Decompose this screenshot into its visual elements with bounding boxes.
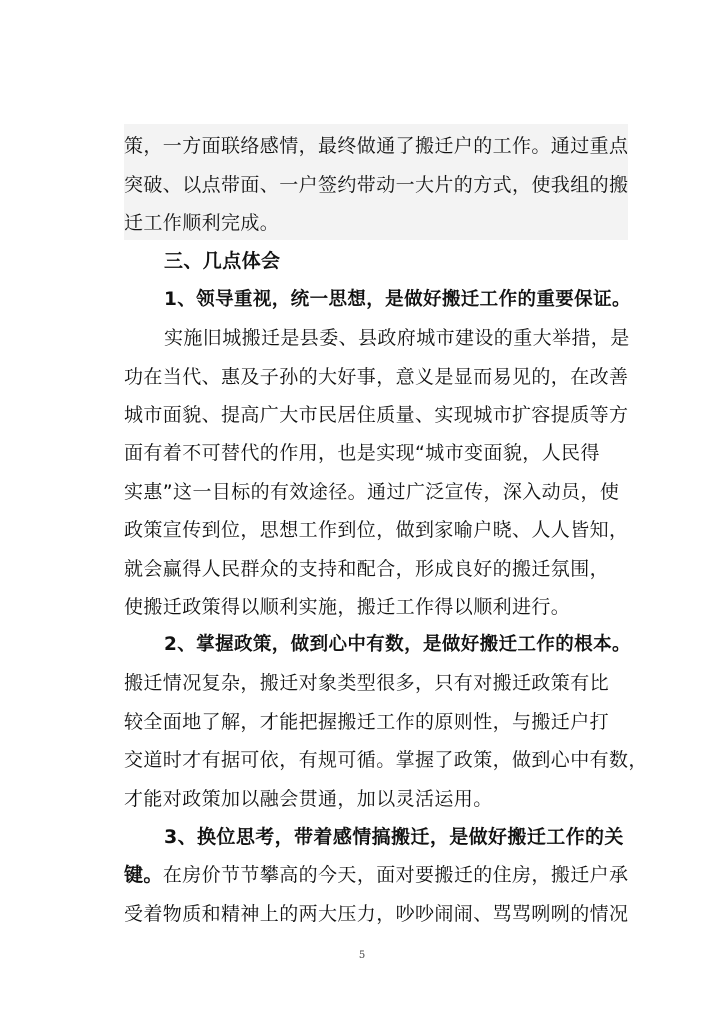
body-text-line: 实惠”这一目标的有效途径。通过广泛宣传，深入动员，使 [124,481,620,503]
body-text-line: 城市面貌、提高广大市民居住质量、实现城市扩容提质等方 [124,404,629,426]
subheading-3: 3、换位思考，带着感情搞搬迁，是做好搬迁工作的关 [164,826,624,848]
body-text-line: 使搬迁政策得以顺利实施，搬迁工作得以顺利进行。 [124,596,571,618]
body-text-line: 受着物质和精神上的两大压力，吵吵闹闹、骂骂咧咧的情况 [124,903,629,925]
body-text-line: 面有着不可替代的作用，也是实现“城市变面貌，人民得 [124,442,600,464]
body-text-line: 才能对政策加以融会贯通，加以灵活运用。 [124,788,493,810]
body-text-line: 交道时才有据可依，有规可循。掌握了政策，做到心中有数， [124,749,648,771]
body-text-line: 功在当代、惠及子孙的大好事，意义是显而易见的，在改善 [124,366,629,388]
subheading-2: 2、掌握政策，做到心中有数，是做好搬迁工作的根本。 [164,634,631,655]
body-text-line [124,862,634,888]
body-text-line: 搬迁情况复杂，搬迁对象类型很多，只有对搬迁政策有比 [124,672,610,694]
section-heading: 三、几点体会 [164,250,281,272]
subheading-1: 1、领导重视，统一思想，是做好搬迁工作的重要保证。 [164,289,631,310]
body-text-line: 较全面地了解，才能把握搬迁工作的原则性，与搬迁户打 [124,711,610,733]
body-text-line: 就会赢得人民群众的支持和配合，形成良好的搬迁氛围， [124,558,610,580]
body-text-line: 策，一方面联络感情，最终做通了搬迁户的工作。通过重点 [124,135,629,157]
subheading-3-end: 键。 [124,864,163,886]
body-text-line: 迁工作顺利完成。 [124,212,280,234]
body-text-line: 突破、以点带面、一户签约带动一大片的方式，使我组的搬 [124,174,629,196]
body-text-span: 在房价节节攀高的今天，面对要搬迁的住房，搬迁户承 [162,864,629,886]
page-number: 5 [358,950,366,961]
body-text-line: 实施旧城搬迁是县委、县政府城市建设的重大举措，是 [164,327,630,349]
body-text-line: 政策宣传到位，思想工作到位，做到家喻户晓、人人皆知， [124,519,629,541]
